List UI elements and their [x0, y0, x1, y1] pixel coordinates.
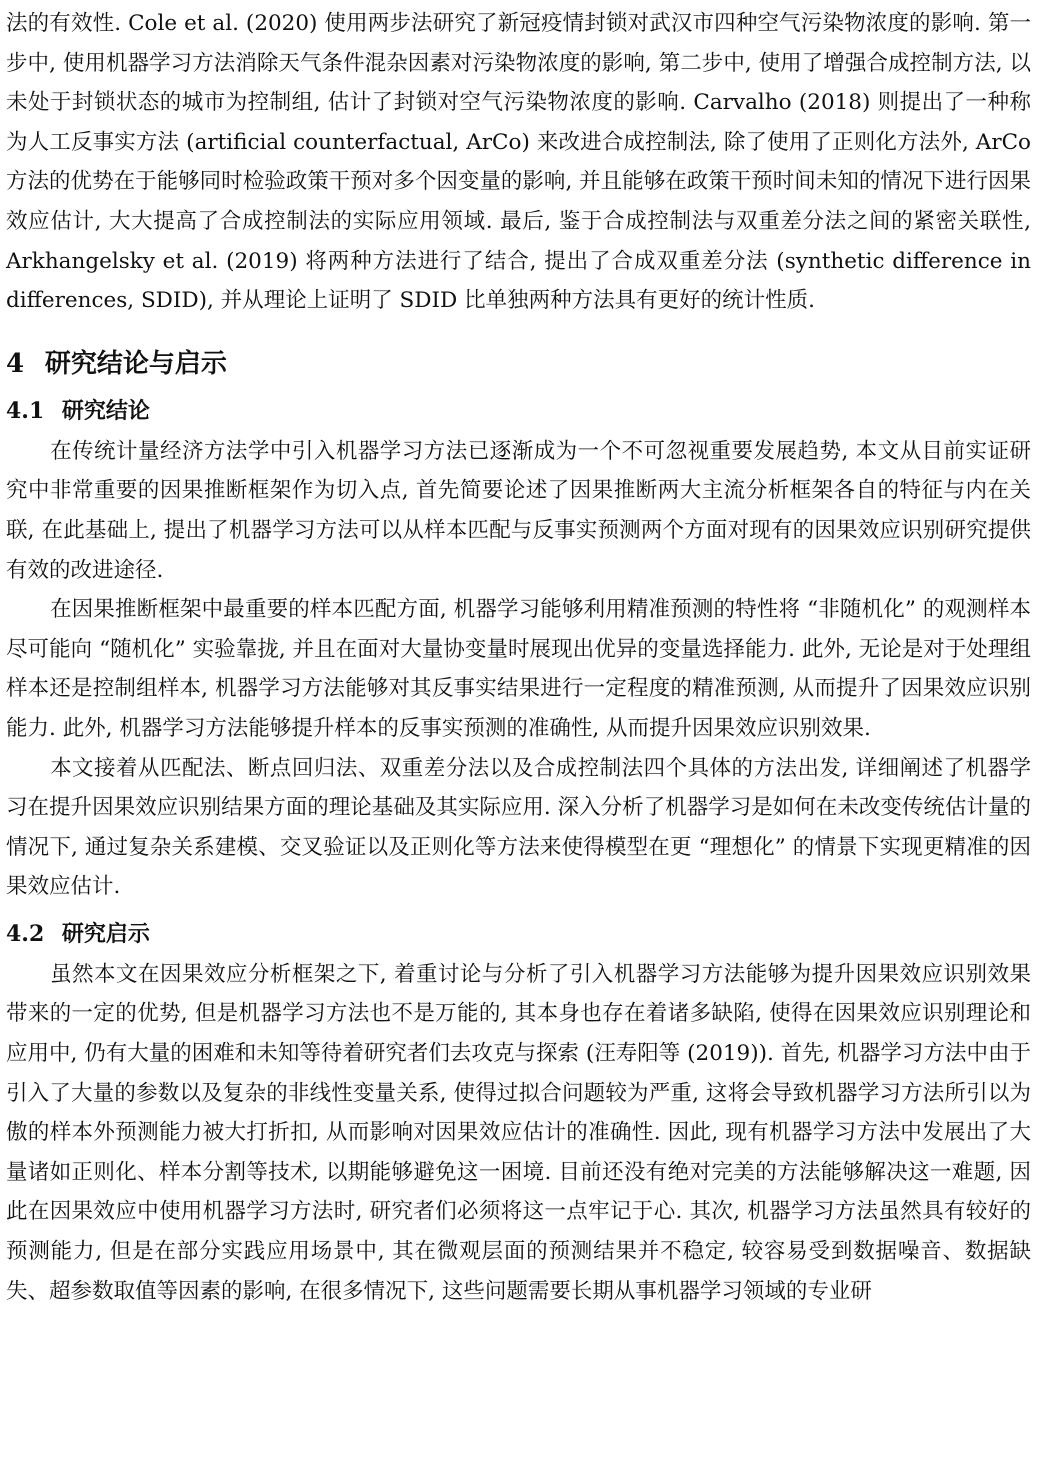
body-paragraph: 在因果推断框架中最重要的样本匹配方面, 机器学习能够利用精准预测的特性将 “非随机化” 的观测样本尽可能向 “随机化” 实验靠拢, 并且在面对大量协变量时展现出优异的变量选择能力. 此外, 无论是对于处理组样本还是控制组样本, 机器学习方法能够对其反事实结果进行一定程度的精准预测, 从而提升了因果效应识别能力. 此外, 机器学习方法能够提升样本的反事实预测的准确性, 从而提升因果效应识别效果. [6, 597, 1031, 741]
body-paragraph: 虽然本文在因果效应分析框架之下, 着重讨论与分析了引入机器学习方法能够为提升因果效应识别效果带来的一定的优势, 但是机器学习方法也不是万能的, 其本身也存在着诸多缺陷, 使得在因果效应识别理论和应用中, 仍有大量的困难和未知等待着研究者们去攻克与探索 (汪寿阳等 (2019)). 首先, 机器学习方法中由于引入了大量的参数以及复杂的非线性变量关系, 使得过拟合问题较为严重, 这将会导致机器学习方法所引以为傲的样本外预测能力被大打折扣, 从而影响对因果效应估计的准确性. 因此, 现有机器学习方法中发展出了大量诸如正则化、样本分割等技术, 以期能够避免这一困境. 目前还没有绝对完美的方法能够解决这一难题, 因此在因果效应中使用机器学习方法时, 研究者们必须将这一点牢记于心. 其次, 机器学习方法虽然具有较好的预测能力, 但是在部分实践应用场景中, 其在微观层面的预测结果并不稳定, 较容易受到数据噪音、数据缺失、超参数取值等因素的影响, 在很多情况下, 这些问题需要长期从事机器学习领域的专业研 [6, 961, 1031, 1304]
subsection-heading-implications [6, 915, 1031, 954]
body-paragraph: 本文接着从匹配法、断点回归法、双重差分法以及合成控制法四个具体的方法出发, 详细阐述了机器学习在提升因果效应识别结果方面的理论基础及其实际应用. 深入分析了机器学习是如何在未改变传统估计量的情况下, 通过复杂关系建模、交叉验证以及正则化等方法来使得模型在更 “理想化” 的情景下实现更精准的因果效应估计. [6, 755, 1031, 900]
body-paragraph: 在传统计量经济方法学中引入机器学习方法已逐渐成为一个不可忽视重要发展趋势, 本文从目前实证研究中非常重要的因果推断框架作为切入点, 首先简要论述了因果推断两大主流分析框架各自的特征与内在关联, 在此基础上, 提出了机器学习方法可以从样本匹配与反事实预测两个方面对现有的因果效应识别研究提供有效的改进途径. [6, 438, 1031, 583]
subsection-heading-conclusions [6, 392, 1031, 431]
section-title: 研究结论与启示 [44, 348, 227, 379]
subsection-title: 研究启示 [61, 920, 150, 947]
body-paragraph-continued: 法的有效性. Cole et al. (2020) 使用两步法研究了新冠疫情封锁对武汉市四种空气污染物浓度的影响. 第一步中, 使用机器学习方法消除天气条件混杂因素对污染物浓度的影响, 第二步中, 使用了增强合成控制方法, 以未处于封锁状态的城市为控制组, 估计了封锁对空气污染物浓度的影响. Carvalho (2018) 则提出了一种称为人工反事实方法 (artificial counterfactual, ArCo) 来改进合成控制法, 除了使用了正则化方法外, ArCo 方法的优势在于能够同时检验政策干预对多个因变量的影响, 并且能够在政策干预时间未知的情况下进行因果效应估计, 大大提高了合成控制法的实际应用领域. 最后, 鉴于合成控制法与双重差分法之间的紧密关联性, Arkhangelsky et al. (2019) 将两种方法进行了结合, 提出了合成双重差分法 (synthetic difference in differences, SDID), 并从理论上证明了 SDID 比单独两种方法具有更好的统计性质. [6, 11, 1031, 314]
subsection-number: 4.1 [6, 397, 45, 424]
subsection-title: 研究结论 [61, 397, 150, 424]
section-heading [6, 344, 1031, 384]
subsection-number: 4.2 [6, 920, 45, 947]
section-number: 4 [6, 348, 25, 379]
